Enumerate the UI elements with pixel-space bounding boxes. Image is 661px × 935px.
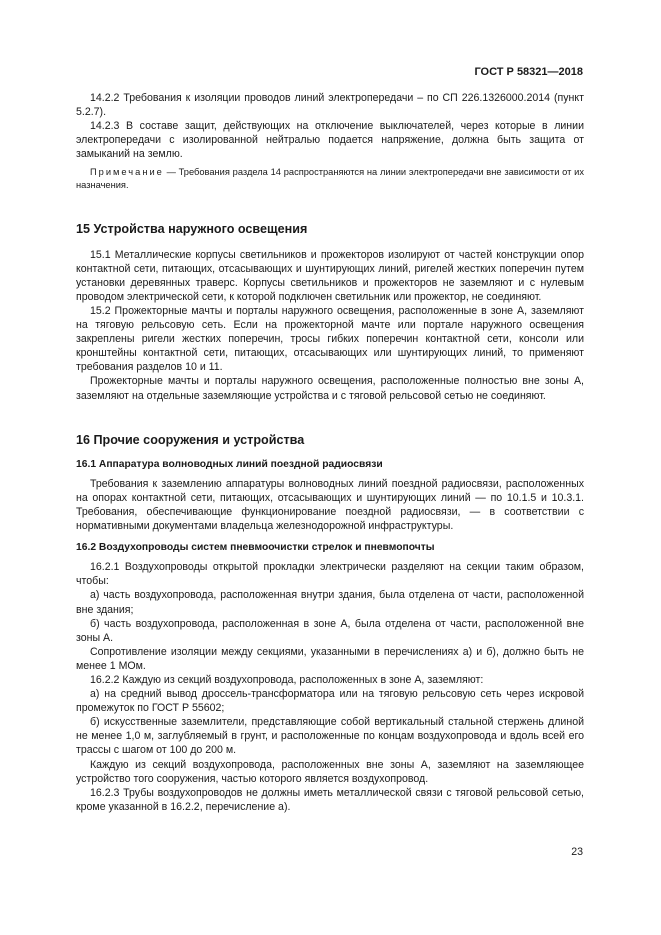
paragraph-16-2-1-resistance: Сопротивление изоляции между секциями, указанными в перечислениях а) и б), должно быть не менее 1 МОм. (76, 645, 584, 672)
paragraph-15-1: 15.1 Металлические корпусы светильников и прожекторов изолируют от частей конструкции опор контактной сети, питающих, отсасывающих и шунтирующих линий, ригелей жестких поперечин путем установки деревянных траверс. Корпусы светильников и прожекторов не заземляют и с нулевым проводом электрической сети, к которой подключен светильник или прожектор, не соединяют. (76, 248, 584, 303)
note (76, 166, 584, 192)
paragraph-14-2-2: 14.2.2 Требования к изоляции проводов линий электропередачи – по СП 226.1326000.2014 (пункт 5.2.7). (76, 92, 584, 119)
paragraph-15-2: 15.2 Прожекторные мачты и порталы наружного освещения, расположенные в зоне А, заземляют на тяговую рельсовую сеть. Если на прожекторной мачте или портале наружного освещения закреплены ригели жестких поперечин, тросы гибких поперечин контактной сети, консоли или кронштейны контактной сети, питающих, отсасывающих или шунтирующих линий, то применяют требования разделов 10 и 11. (76, 304, 584, 374)
paragraph-16-1: Требования к заземлению аппаратуры волноводных линий поездной радиосвязи, расположенных на опорах контактной сети, питающих, отсасывающих и шунтирующих линий — по 10.1.5 и 10.3.1. Требования, обеспечивающие функционирование поездной радиосвязи, — в соответствии с нормативными документами владельца железнодорожной инфраструктуры. (76, 477, 584, 533)
paragraph-16-2-2-outside: Каждую из секций воздухопровода, расположенных вне зоны А, заземляют на заземляющее устройство того сооружения, частью которого является воздухопровод. (76, 758, 584, 785)
subsection-16-2-heading: 16.2 Воздухопроводы систем пневмоочистки стрелок и пневмопочты (76, 542, 435, 554)
list-item-16-2-2-b: б) искусственные заземлители, представляющие собой вертикальный стальной стержень длиной не менее 1,0 м, заглубляемый в грунт, и расположенные по концам воздухопровода и вдоль всей его трассы с шагом от 100 до 200 м. (76, 716, 584, 757)
list-item-16-2-1-b: б) часть воздухопровода, расположенная в зоне А, была отделена от части, расположенной вне зоны А. (76, 617, 584, 644)
note-label: Примечание (90, 167, 164, 178)
paragraph-14-2-3: 14.2.3 В составе защит, действующих на отключение выключателей, через которые в линии электропередачи с изолированной нейтралью подается напряжение, должна быть защита от замыканий на землю. (76, 120, 584, 161)
page-content (76, 91, 584, 814)
list-item-16-2-1-a: а) часть воздухопровода, расположенная внутри здания, была отделена от части, расположенной вне здания; (76, 589, 584, 616)
document-id: ГОСТ Р 58321—2018 (474, 66, 583, 78)
subsection-16-1-heading: 16.1 Аппаратура волноводных линий поездной радиосвязи (76, 458, 383, 470)
section-16-heading: 16 Прочие сооружения и устройства (76, 432, 305, 447)
paragraph-16-2-2: 16.2.2 Каждую из секций воздухопровода, расположенных в зоне А, заземляют: (90, 674, 484, 686)
list-item-16-2-2-a: а) на средний вывод дроссель-трансформатора или на тяговую рельсовую сеть через искровой промежуток по ГОСТ Р 55602; (76, 688, 584, 715)
paragraph-15-2-continued: Прожекторные мачты и порталы наружного освещения, расположенные полностью вне зоны А, заземляют на отдельные заземляющие устройства и с тяговой рельсовой сетью не соединяют. (76, 375, 584, 402)
note-text: — Требования раздела 14 распространяются на линии электропередачи вне зависимости от их назначения. (76, 167, 584, 191)
page-number: 23 (571, 846, 583, 858)
paragraph-16-2-3: 16.2.3 Трубы воздухопроводов не должны иметь металлической связи с тяговой рельсовой сетью, кроме указанной в 16.2.2, перечисление а). (76, 786, 584, 813)
paragraph-16-2-1: 16.2.1 Воздухопроводы открытой прокладки электрически разделяют на секции таким образом, чтобы: (76, 561, 584, 588)
section-15-heading: 15 Устройства наружного освещения (76, 222, 308, 237)
